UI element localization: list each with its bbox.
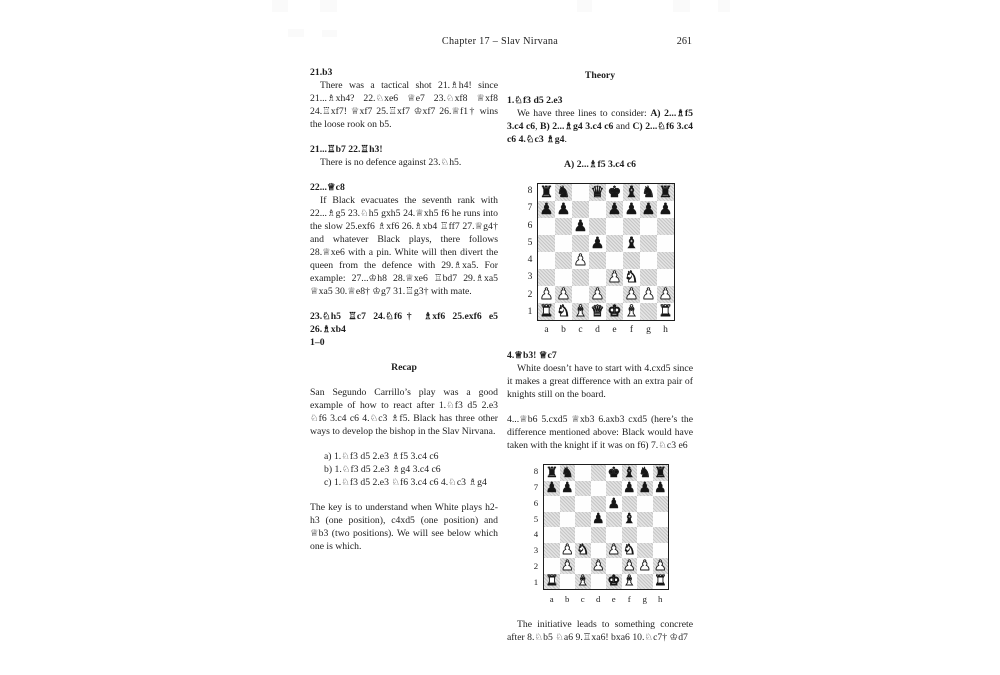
text-run: , bbox=[535, 121, 541, 132]
square-f3 bbox=[623, 269, 640, 286]
square-e6 bbox=[606, 218, 623, 235]
square-d4 bbox=[591, 527, 607, 543]
black-rook-piece: ♜ bbox=[545, 464, 559, 481]
scan-artifact bbox=[673, 0, 690, 12]
square-d6 bbox=[589, 218, 606, 235]
square-e8 bbox=[606, 465, 622, 481]
rank-label: 5 bbox=[527, 237, 533, 248]
square-b4 bbox=[555, 252, 572, 269]
square-a7 bbox=[538, 201, 555, 218]
square-c6 bbox=[575, 496, 591, 512]
white-pawn-piece: ♟ bbox=[573, 250, 588, 269]
black-pawn-piece: ♟ bbox=[607, 199, 622, 218]
square-a3 bbox=[538, 269, 555, 286]
square-g1 bbox=[637, 574, 653, 590]
square-f3 bbox=[622, 543, 638, 559]
rank-label: 4 bbox=[527, 255, 533, 266]
square-b7 bbox=[560, 481, 576, 497]
rank-label: 8 bbox=[527, 186, 533, 196]
scan-artifact bbox=[272, 0, 288, 12]
move-text: A) 2...♗f5 3.c4 c6 bbox=[507, 108, 694, 132]
rank-label: 5 bbox=[533, 513, 539, 524]
recap-paragraph bbox=[310, 386, 498, 438]
rank-label: 3 bbox=[533, 545, 539, 556]
move-text: 21...♖b7 22.♖h3! bbox=[310, 144, 383, 155]
move-text: A) 2...♗f5 3.c4 c6 bbox=[564, 159, 636, 170]
white-rook-piece: ♜ bbox=[653, 573, 667, 590]
rank-label: 1 bbox=[527, 306, 533, 317]
black-bishop-piece: ♝ bbox=[622, 464, 636, 481]
square-e7 bbox=[606, 201, 623, 218]
file-label: g bbox=[646, 325, 651, 335]
square-f8 bbox=[622, 465, 638, 481]
square-g7 bbox=[640, 201, 657, 218]
rank-label: 6 bbox=[527, 220, 533, 231]
rank-label: 7 bbox=[533, 482, 539, 493]
square-g8 bbox=[640, 184, 657, 201]
black-pawn-piece: ♟ bbox=[556, 199, 571, 218]
square-b7 bbox=[555, 201, 572, 218]
move-text: C) 2...♘f6 3.c4 c6 4.♘c3 ♗g4 bbox=[507, 121, 693, 145]
square-a6 bbox=[538, 218, 555, 235]
square-h8 bbox=[653, 465, 669, 481]
rank-label: 4 bbox=[533, 529, 539, 540]
square-c3 bbox=[572, 269, 589, 286]
square-h8 bbox=[657, 184, 674, 201]
square-a3 bbox=[544, 543, 560, 559]
text-run: a) 1.♘f3 d5 2.e3 ♗f5 3.c4 c6 bbox=[324, 451, 439, 462]
file-label: c bbox=[580, 594, 585, 604]
white-pawn-piece: ♟ bbox=[560, 557, 574, 574]
square-g3 bbox=[637, 543, 653, 559]
square-f4 bbox=[623, 252, 640, 269]
square-a8 bbox=[538, 184, 555, 201]
square-d1 bbox=[589, 303, 606, 320]
black-bishop-piece: ♝ bbox=[622, 511, 636, 528]
square-f4 bbox=[622, 527, 638, 543]
square-g6 bbox=[637, 496, 653, 512]
file-label: f bbox=[629, 325, 634, 335]
white-rook-piece: ♜ bbox=[658, 301, 673, 320]
move-text: 1–0 bbox=[310, 337, 325, 348]
lines-overview bbox=[507, 107, 693, 146]
black-knight-piece: ♞ bbox=[556, 182, 571, 201]
square-f2 bbox=[623, 286, 640, 303]
square-e8 bbox=[606, 184, 623, 201]
square-h7 bbox=[653, 481, 669, 497]
move-text: 1.♘f3 d5 2.e3 bbox=[507, 95, 563, 106]
commentary-22qc8 bbox=[310, 194, 498, 298]
square-e4 bbox=[606, 527, 622, 543]
square-h4 bbox=[657, 252, 674, 269]
square-d8 bbox=[589, 184, 606, 201]
square-d3 bbox=[591, 543, 607, 559]
file-label: e bbox=[612, 325, 617, 335]
square-h7 bbox=[657, 201, 674, 218]
diagram-1 bbox=[507, 183, 693, 337]
theory-heading bbox=[507, 69, 693, 82]
file-label: e bbox=[611, 594, 616, 604]
square-b3 bbox=[555, 269, 572, 286]
white-knight-piece: ♞ bbox=[556, 301, 571, 320]
white-knight-piece: ♞ bbox=[624, 267, 639, 286]
black-pawn-piece: ♟ bbox=[590, 233, 605, 252]
variation-line bbox=[310, 463, 498, 476]
chess-board-grid bbox=[537, 183, 675, 321]
white-pawn-piece: ♟ bbox=[622, 557, 636, 574]
square-c2 bbox=[572, 286, 589, 303]
square-a7 bbox=[544, 481, 560, 497]
black-pawn-piece: ♟ bbox=[622, 480, 636, 497]
square-c8 bbox=[572, 184, 589, 201]
square-e2 bbox=[606, 558, 622, 574]
move-heading-21rb7 bbox=[310, 143, 498, 156]
square-c8 bbox=[575, 465, 591, 481]
square-f7 bbox=[622, 481, 638, 497]
file-label: h bbox=[658, 594, 663, 604]
white-rook-piece: ♜ bbox=[539, 301, 554, 320]
square-b8 bbox=[555, 184, 572, 201]
white-pawn-piece: ♟ bbox=[641, 284, 656, 303]
black-pawn-piece: ♟ bbox=[560, 480, 574, 497]
commentary-4qb3 bbox=[507, 362, 693, 401]
variation-line bbox=[310, 450, 498, 463]
square-d5 bbox=[589, 235, 606, 252]
black-pawn-piece: ♟ bbox=[545, 480, 559, 497]
square-g5 bbox=[637, 512, 653, 528]
square-g3 bbox=[640, 269, 657, 286]
square-g1 bbox=[640, 303, 657, 320]
square-b1 bbox=[560, 574, 576, 590]
square-e5 bbox=[606, 512, 622, 528]
file-label: f bbox=[627, 594, 631, 604]
square-a5 bbox=[538, 235, 555, 252]
black-rook-piece: ♜ bbox=[658, 182, 673, 201]
white-pawn-piece: ♟ bbox=[556, 284, 571, 303]
square-h2 bbox=[653, 558, 669, 574]
white-pawn-piece: ♟ bbox=[590, 284, 605, 303]
rank-label: 8 bbox=[533, 466, 539, 477]
white-pawn-piece: ♟ bbox=[607, 267, 622, 286]
white-pawn-piece: ♟ bbox=[658, 284, 673, 303]
square-a1 bbox=[544, 574, 560, 590]
square-f5 bbox=[623, 235, 640, 252]
file-label: a bbox=[544, 325, 549, 335]
move-text: Theory bbox=[584, 70, 616, 81]
rank-label: 3 bbox=[527, 272, 533, 283]
file-label: g bbox=[642, 594, 647, 604]
square-a8 bbox=[544, 465, 560, 481]
white-bishop-piece: ♝ bbox=[622, 573, 636, 590]
black-rook-piece: ♜ bbox=[539, 182, 554, 201]
square-h4 bbox=[653, 527, 669, 543]
square-f6 bbox=[622, 496, 638, 512]
black-queen-piece: ♛ bbox=[590, 182, 605, 201]
square-e5 bbox=[606, 235, 623, 252]
white-pawn-piece: ♟ bbox=[653, 557, 667, 574]
move-heading-4qb3 bbox=[507, 349, 693, 362]
diagram-2 bbox=[507, 464, 693, 606]
black-knight-piece: ♞ bbox=[638, 464, 652, 481]
file-label: b bbox=[561, 325, 566, 335]
square-a1 bbox=[538, 303, 555, 320]
black-pawn-piece: ♟ bbox=[591, 511, 605, 528]
initiative-paragraph bbox=[507, 618, 693, 644]
square-f1 bbox=[623, 303, 640, 320]
variation-list bbox=[310, 450, 498, 489]
black-rook-piece: ♜ bbox=[653, 464, 667, 481]
white-pawn-piece: ♟ bbox=[638, 557, 652, 574]
move-text: 23.♘h5 ♖c7 24.♘f6† ♗xf6 25.exf6 e5 26.♗xb4 bbox=[310, 311, 498, 335]
square-b4 bbox=[560, 527, 576, 543]
text-run: There is no defence against 23.♘h5. bbox=[320, 157, 462, 168]
square-g8 bbox=[637, 465, 653, 481]
square-g6 bbox=[640, 218, 657, 235]
square-c7 bbox=[575, 481, 591, 497]
mainline-heading bbox=[507, 94, 693, 107]
square-b1 bbox=[555, 303, 572, 320]
square-b3 bbox=[560, 543, 576, 559]
recap-heading bbox=[310, 361, 498, 374]
white-pawn-piece: ♟ bbox=[624, 284, 639, 303]
square-b5 bbox=[560, 512, 576, 528]
rank-label: 7 bbox=[527, 203, 533, 214]
move-text: 4.♕b3! ♕c7 bbox=[507, 350, 557, 361]
white-bishop-piece: ♝ bbox=[576, 573, 590, 590]
black-bishop-piece: ♝ bbox=[624, 182, 639, 201]
black-pawn-piece: ♟ bbox=[658, 199, 673, 218]
rank-label: 1 bbox=[533, 576, 539, 587]
square-f6 bbox=[623, 218, 640, 235]
scan-artifact bbox=[320, 0, 337, 12]
line-a-heading bbox=[507, 158, 693, 171]
square-c5 bbox=[575, 512, 591, 528]
square-e6 bbox=[606, 496, 622, 512]
square-c4 bbox=[572, 252, 589, 269]
square-e2 bbox=[606, 286, 623, 303]
file-label: a bbox=[549, 594, 554, 604]
move-text: Recap bbox=[391, 362, 417, 373]
square-e3 bbox=[606, 269, 623, 286]
white-bishop-piece: ♝ bbox=[624, 301, 639, 320]
square-c7 bbox=[572, 201, 589, 218]
white-pawn-piece: ♟ bbox=[560, 542, 574, 559]
black-king-piece: ♚ bbox=[607, 182, 622, 201]
square-c3 bbox=[575, 543, 591, 559]
square-f2 bbox=[622, 558, 638, 574]
black-pawn-piece: ♟ bbox=[607, 495, 621, 512]
black-pawn-piece: ♟ bbox=[641, 199, 656, 218]
square-a5 bbox=[544, 512, 560, 528]
scan-artifact bbox=[577, 0, 592, 12]
variation-4qb6 bbox=[507, 413, 693, 452]
square-g2 bbox=[637, 558, 653, 574]
square-b2 bbox=[560, 558, 576, 574]
square-d7 bbox=[589, 201, 606, 218]
square-d4 bbox=[589, 252, 606, 269]
square-c2 bbox=[575, 558, 591, 574]
square-d8 bbox=[591, 465, 607, 481]
white-king-piece: ♚ bbox=[607, 301, 622, 320]
square-d2 bbox=[591, 558, 607, 574]
white-pawn-piece: ♟ bbox=[607, 542, 621, 559]
square-b8 bbox=[560, 465, 576, 481]
file-label: h bbox=[663, 325, 668, 335]
square-c5 bbox=[572, 235, 589, 252]
square-b5 bbox=[555, 235, 572, 252]
square-e4 bbox=[606, 252, 623, 269]
white-pawn-piece: ♟ bbox=[591, 557, 605, 574]
square-d6 bbox=[591, 496, 607, 512]
square-c1 bbox=[572, 303, 589, 320]
commentary-21rb7 bbox=[310, 156, 498, 169]
square-a2 bbox=[544, 558, 560, 574]
black-king-piece: ♚ bbox=[607, 464, 621, 481]
move-text: 21.b3 bbox=[310, 67, 333, 78]
white-pawn-piece: ♟ bbox=[539, 284, 554, 303]
square-d3 bbox=[589, 269, 606, 286]
file-label: d bbox=[596, 594, 601, 604]
square-g2 bbox=[640, 286, 657, 303]
text-run: White doesn’t have to start with 4.cxd5 since it makes a great difference with an extra pair of knights still on the board. bbox=[507, 363, 693, 400]
text-run: and bbox=[613, 121, 633, 132]
square-h1 bbox=[657, 303, 674, 320]
square-f5 bbox=[622, 512, 638, 528]
rank-label: 6 bbox=[533, 497, 539, 508]
square-b6 bbox=[555, 218, 572, 235]
page-number: 261 bbox=[676, 36, 692, 47]
black-knight-piece: ♞ bbox=[560, 464, 574, 481]
square-h6 bbox=[657, 218, 674, 235]
game-result bbox=[310, 336, 498, 349]
black-knight-piece: ♞ bbox=[641, 182, 656, 201]
text-run: The initiative leads to something concrete after 8.♘b5 ♘a6 9.♖xa6! bxa6 10.♘c7† ♔d7 bbox=[507, 619, 693, 643]
text-run: 4...♕b6 5.cxd5 ♕xb3 6.axb3 cxd5 (here’s the difference mentioned above: Black would have taken with the knight if it was on f6) 7.♘c3 e6 bbox=[507, 414, 693, 451]
chapter-title: Chapter 17 – Slav Nirvana bbox=[441, 36, 559, 47]
left-column bbox=[310, 66, 498, 553]
move-heading-22qc8 bbox=[310, 181, 498, 194]
black-bishop-piece: ♝ bbox=[624, 233, 639, 252]
right-column bbox=[507, 69, 693, 644]
square-c4 bbox=[575, 527, 591, 543]
move-heading-21b3 bbox=[310, 66, 498, 79]
move-text: B) 2...♗g4 3.c4 c6 bbox=[540, 121, 614, 132]
square-a2 bbox=[538, 286, 555, 303]
square-b6 bbox=[560, 496, 576, 512]
scan-artifact bbox=[718, 0, 730, 12]
page-header bbox=[280, 36, 720, 48]
square-f1 bbox=[622, 574, 638, 590]
square-d1 bbox=[591, 574, 607, 590]
square-a6 bbox=[544, 496, 560, 512]
square-h3 bbox=[657, 269, 674, 286]
key-paragraph bbox=[310, 501, 498, 553]
white-queen-piece: ♛ bbox=[590, 301, 605, 320]
file-label: c bbox=[578, 325, 583, 335]
square-g4 bbox=[640, 252, 657, 269]
square-c6 bbox=[572, 218, 589, 235]
square-e1 bbox=[606, 303, 623, 320]
text-run: c) 1.♘f3 d5 2.e3 ♘f6 3.c4 c6 4.♘c3 ♗g4 bbox=[324, 477, 487, 488]
square-g5 bbox=[640, 235, 657, 252]
white-knight-piece: ♞ bbox=[622, 542, 636, 559]
white-rook-piece: ♜ bbox=[545, 573, 559, 590]
text-run: . bbox=[564, 134, 567, 145]
square-a4 bbox=[544, 527, 560, 543]
square-g7 bbox=[637, 481, 653, 497]
black-pawn-piece: ♟ bbox=[624, 199, 639, 218]
square-d2 bbox=[589, 286, 606, 303]
square-h1 bbox=[653, 574, 669, 590]
text-run: We have three lines to consider: bbox=[517, 108, 651, 119]
white-king-piece: ♚ bbox=[607, 573, 621, 590]
square-e7 bbox=[606, 481, 622, 497]
move-heading-23nh5 bbox=[310, 310, 498, 336]
black-pawn-piece: ♟ bbox=[573, 216, 588, 235]
square-h3 bbox=[653, 543, 669, 559]
square-h6 bbox=[653, 496, 669, 512]
square-f8 bbox=[623, 184, 640, 201]
rank-label: 2 bbox=[527, 289, 533, 300]
black-pawn-piece: ♟ bbox=[653, 480, 667, 497]
square-h5 bbox=[653, 512, 669, 528]
file-label: d bbox=[595, 325, 600, 335]
commentary-21b3 bbox=[310, 79, 498, 131]
square-f7 bbox=[623, 201, 640, 218]
square-d5 bbox=[591, 512, 607, 528]
text-run: The key is to understand when White plays h2-h3 (one position), c4xd5 (one position) and ♕b3 (two positions). We will see below which one is which. bbox=[310, 502, 498, 552]
text-run: If Black evacuates the seventh rank with 22...♗g5 23.♘h5 gxh5 24.♕xh5 f6 he runs into the slow 25.exf6 ♗xf6 26.♗xb4 ♖ff7 27.♕g4† and whatever Black plays, there follows 28.♕xe6 with a pin. White will then divert the queen from the defence with 29.♗xa5. For example: 27...♔h8 28.♕xe6 ♖bd7 29.♗xa5 ♕xa5 30.♕e8† ♔g7 31.♖g3† with mate. bbox=[310, 195, 498, 297]
chess-board-grid bbox=[543, 464, 669, 590]
rank-label: 2 bbox=[533, 560, 539, 571]
text-run: b) 1.♘f3 d5 2.e3 ♗g4 3.c4 c6 bbox=[324, 464, 441, 475]
text-run: There was a tactical shot 21.♗h4! since 21...♗xh4? 22.♘xe6 ♕e7 23.♘xf8 ♕xf8 24.♖xf7! ♕xf7 25.♖xf7 ♔xf7 26.♕f1† wins the loose rook on b5. bbox=[310, 80, 498, 130]
square-a4 bbox=[538, 252, 555, 269]
square-d7 bbox=[591, 481, 607, 497]
move-text: 22...♕c8 bbox=[310, 182, 345, 193]
white-bishop-piece: ♝ bbox=[573, 301, 588, 320]
black-pawn-piece: ♟ bbox=[539, 199, 554, 218]
file-label: b bbox=[565, 594, 570, 604]
square-e3 bbox=[606, 543, 622, 559]
square-c1 bbox=[575, 574, 591, 590]
text-run: San Segundo Carrillo’s play was a good example of how to react after 1.♘f3 d5 2.e3 ♘f6 3.c4 c6 4.♘c3 ♗f5. Black has three other ways to develop the bishop in the Slav Nirvana. bbox=[310, 387, 498, 437]
white-knight-piece: ♞ bbox=[576, 542, 590, 559]
square-b2 bbox=[555, 286, 572, 303]
black-pawn-piece: ♟ bbox=[638, 480, 652, 497]
square-e1 bbox=[606, 574, 622, 590]
square-g4 bbox=[637, 527, 653, 543]
square-h5 bbox=[657, 235, 674, 252]
square-h2 bbox=[657, 286, 674, 303]
variation-line bbox=[310, 476, 498, 489]
